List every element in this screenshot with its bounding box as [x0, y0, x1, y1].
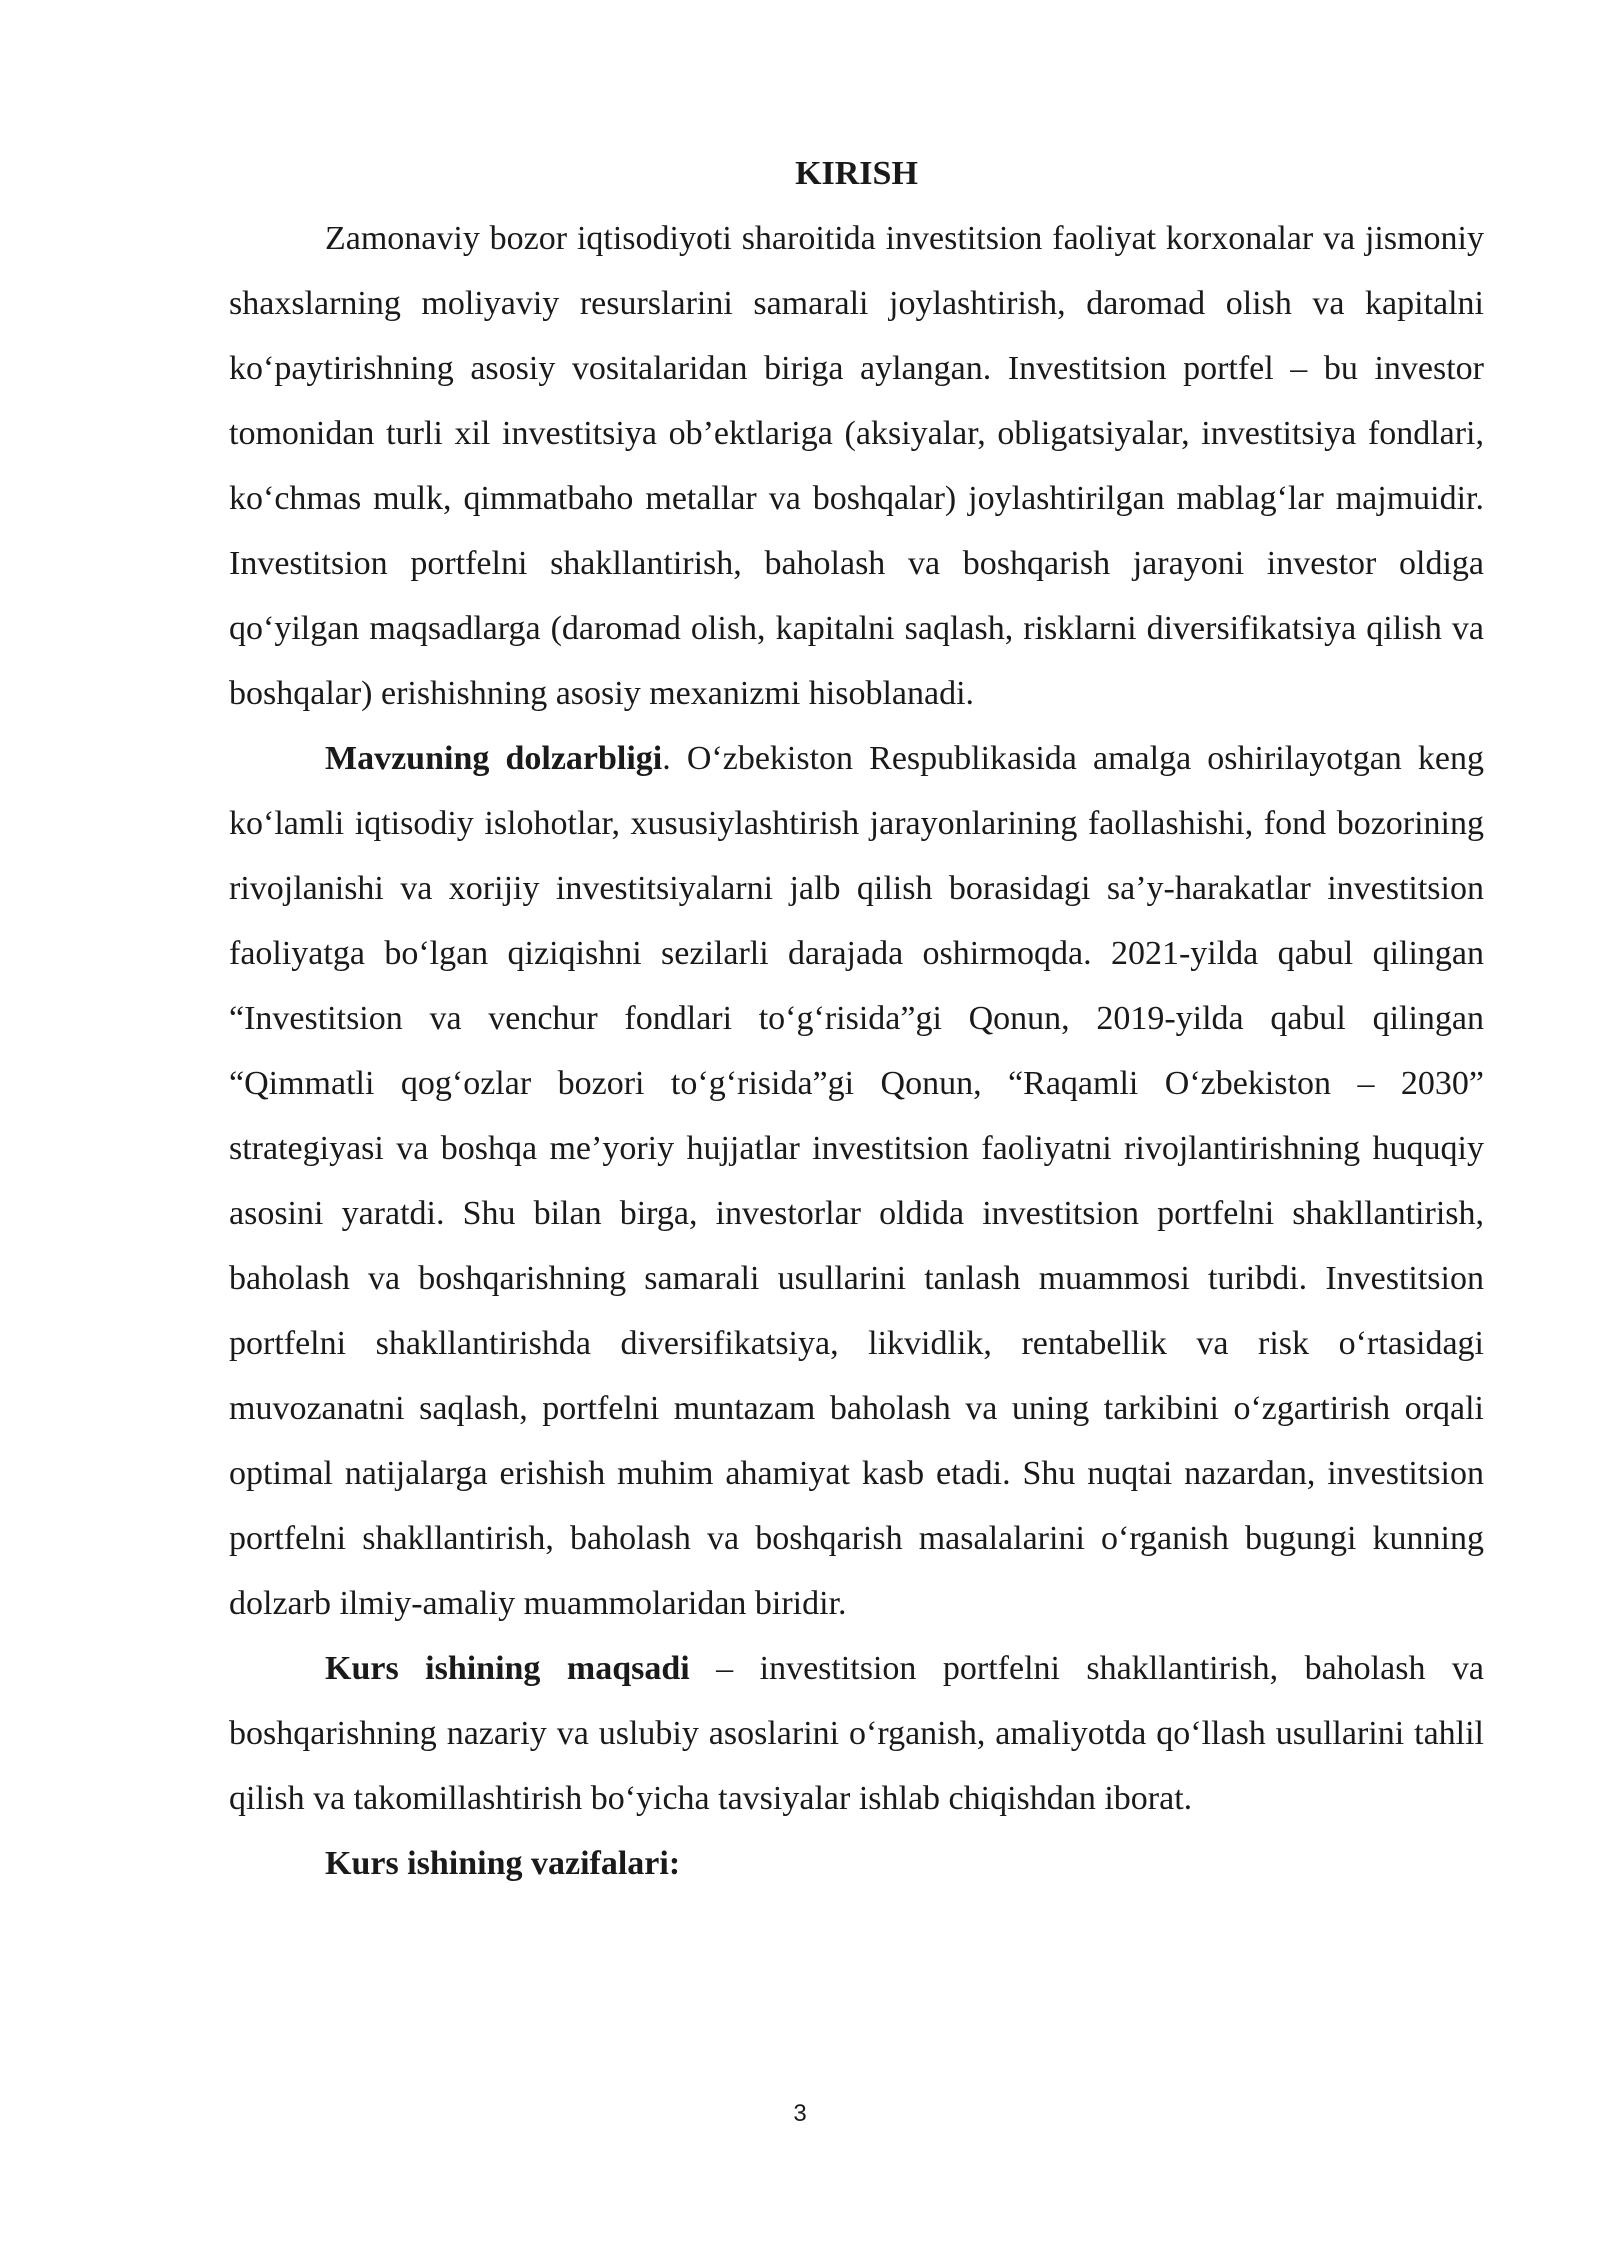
intro-paragraph: Zamonaviy bozor iqtisodiyoti sharoitida investitsion faoliyat korxonalar va jismoniy shaxslarning moliyaviy resurslarini samarali joylashtirish, daromad olish va kapitalni ko‘paytirishning asosiy vositalaridan biriga aylangan. Investitsion portfel – bu investor tomonidan turli xil investitsiya ob’ektlariga (aksiyalar, obligatsiyalar, investitsiya fondlari, ko‘chmas mulk, qimmatbaho metallar va boshqalar) joylashtirilgan mablag‘lar majmuidir. Investitsion portfelni shakllantirish, baholash va boshqarish jarayoni investor oldiga qo‘yilgan maqsadlarga (daromad olish, kapitalni saqlash, risklarni diversifikatsiya qilish va boshqalar) erishishning asosiy mexanizmi hisoblanadi.: [229, 220, 1484, 712]
section-title: KIRISH: [795, 155, 918, 192]
goal-text: – investitsion portfelni shakllantirish, baholash va boshqarishning nazariy va uslubiy asoslarini o‘rganish, amaliyotda qo‘llash usullarini tahlil qilish va takomillashtirish bo‘yicha tavsiyalar ishlab chiqishdan iborat.: [229, 1650, 1484, 1817]
page-content: [229, 148, 1484, 1896]
relevance-heading: Mavzuning dolzarbligi: [325, 740, 663, 777]
goal-heading: Kurs ishining maqsadi: [325, 1650, 690, 1687]
tasks-paragraph: [229, 1831, 1484, 1896]
goal-paragraph: [229, 1636, 1484, 1831]
relevance-paragraph: [229, 726, 1484, 1636]
relevance-text: . O‘zbekiston Respublikasida amalga oshirilayotgan keng ko‘lamli iqtisodiy islohotlar, xususiylashtirish jarayonlarining faollashishi, fond bozorining rivojlanishi va xorijiy investitsiyalarni jalb qilish borasidagi sa’y-harakatlar investitsion faoliyatga bo‘lgan qiziqishni sezilarli darajada oshirmoqda. 2021-yilda qabul qilingan “Investitsion va venchur fondlari to‘g‘risida”gi Qonun, 2019-yilda qabul qilingan “Qimmatli qog‘ozlar bozori to‘g‘risida”gi Qonun, “Raqamli O‘zbekiston – 2030” strategiyasi va boshqa me’yoriy hujjatlar investitsion faoliyatni rivojlantirishning huquqiy asosini yaratdi. Shu bilan birga, investorlar oldida investitsion portfelni shakllantirish, baholash va boshqarishning samarali usullarini tanlash muammosi turibdi. Investitsion portfelni shakllantirishda diversifikatsiya, likvidlik, rentabellik va risk o‘rtasidagi muvozanatni saqlash, portfelni muntazam baholash va uning tarkibini o‘zgartirish orqali optimal natijalarga erishish muhim ahamiyat kasb etadi. Shu nuqtai nazardan, investitsion portfelni shakllantirish, baholash va boshqarish masalalarini o‘rganish bugungi kunning dolzarb ilmiy-amaliy muammolaridan biridir.: [229, 740, 1484, 1622]
tasks-heading: Kurs ishining vazifalari:: [325, 1845, 681, 1882]
page-number: 3: [793, 2100, 807, 2127]
